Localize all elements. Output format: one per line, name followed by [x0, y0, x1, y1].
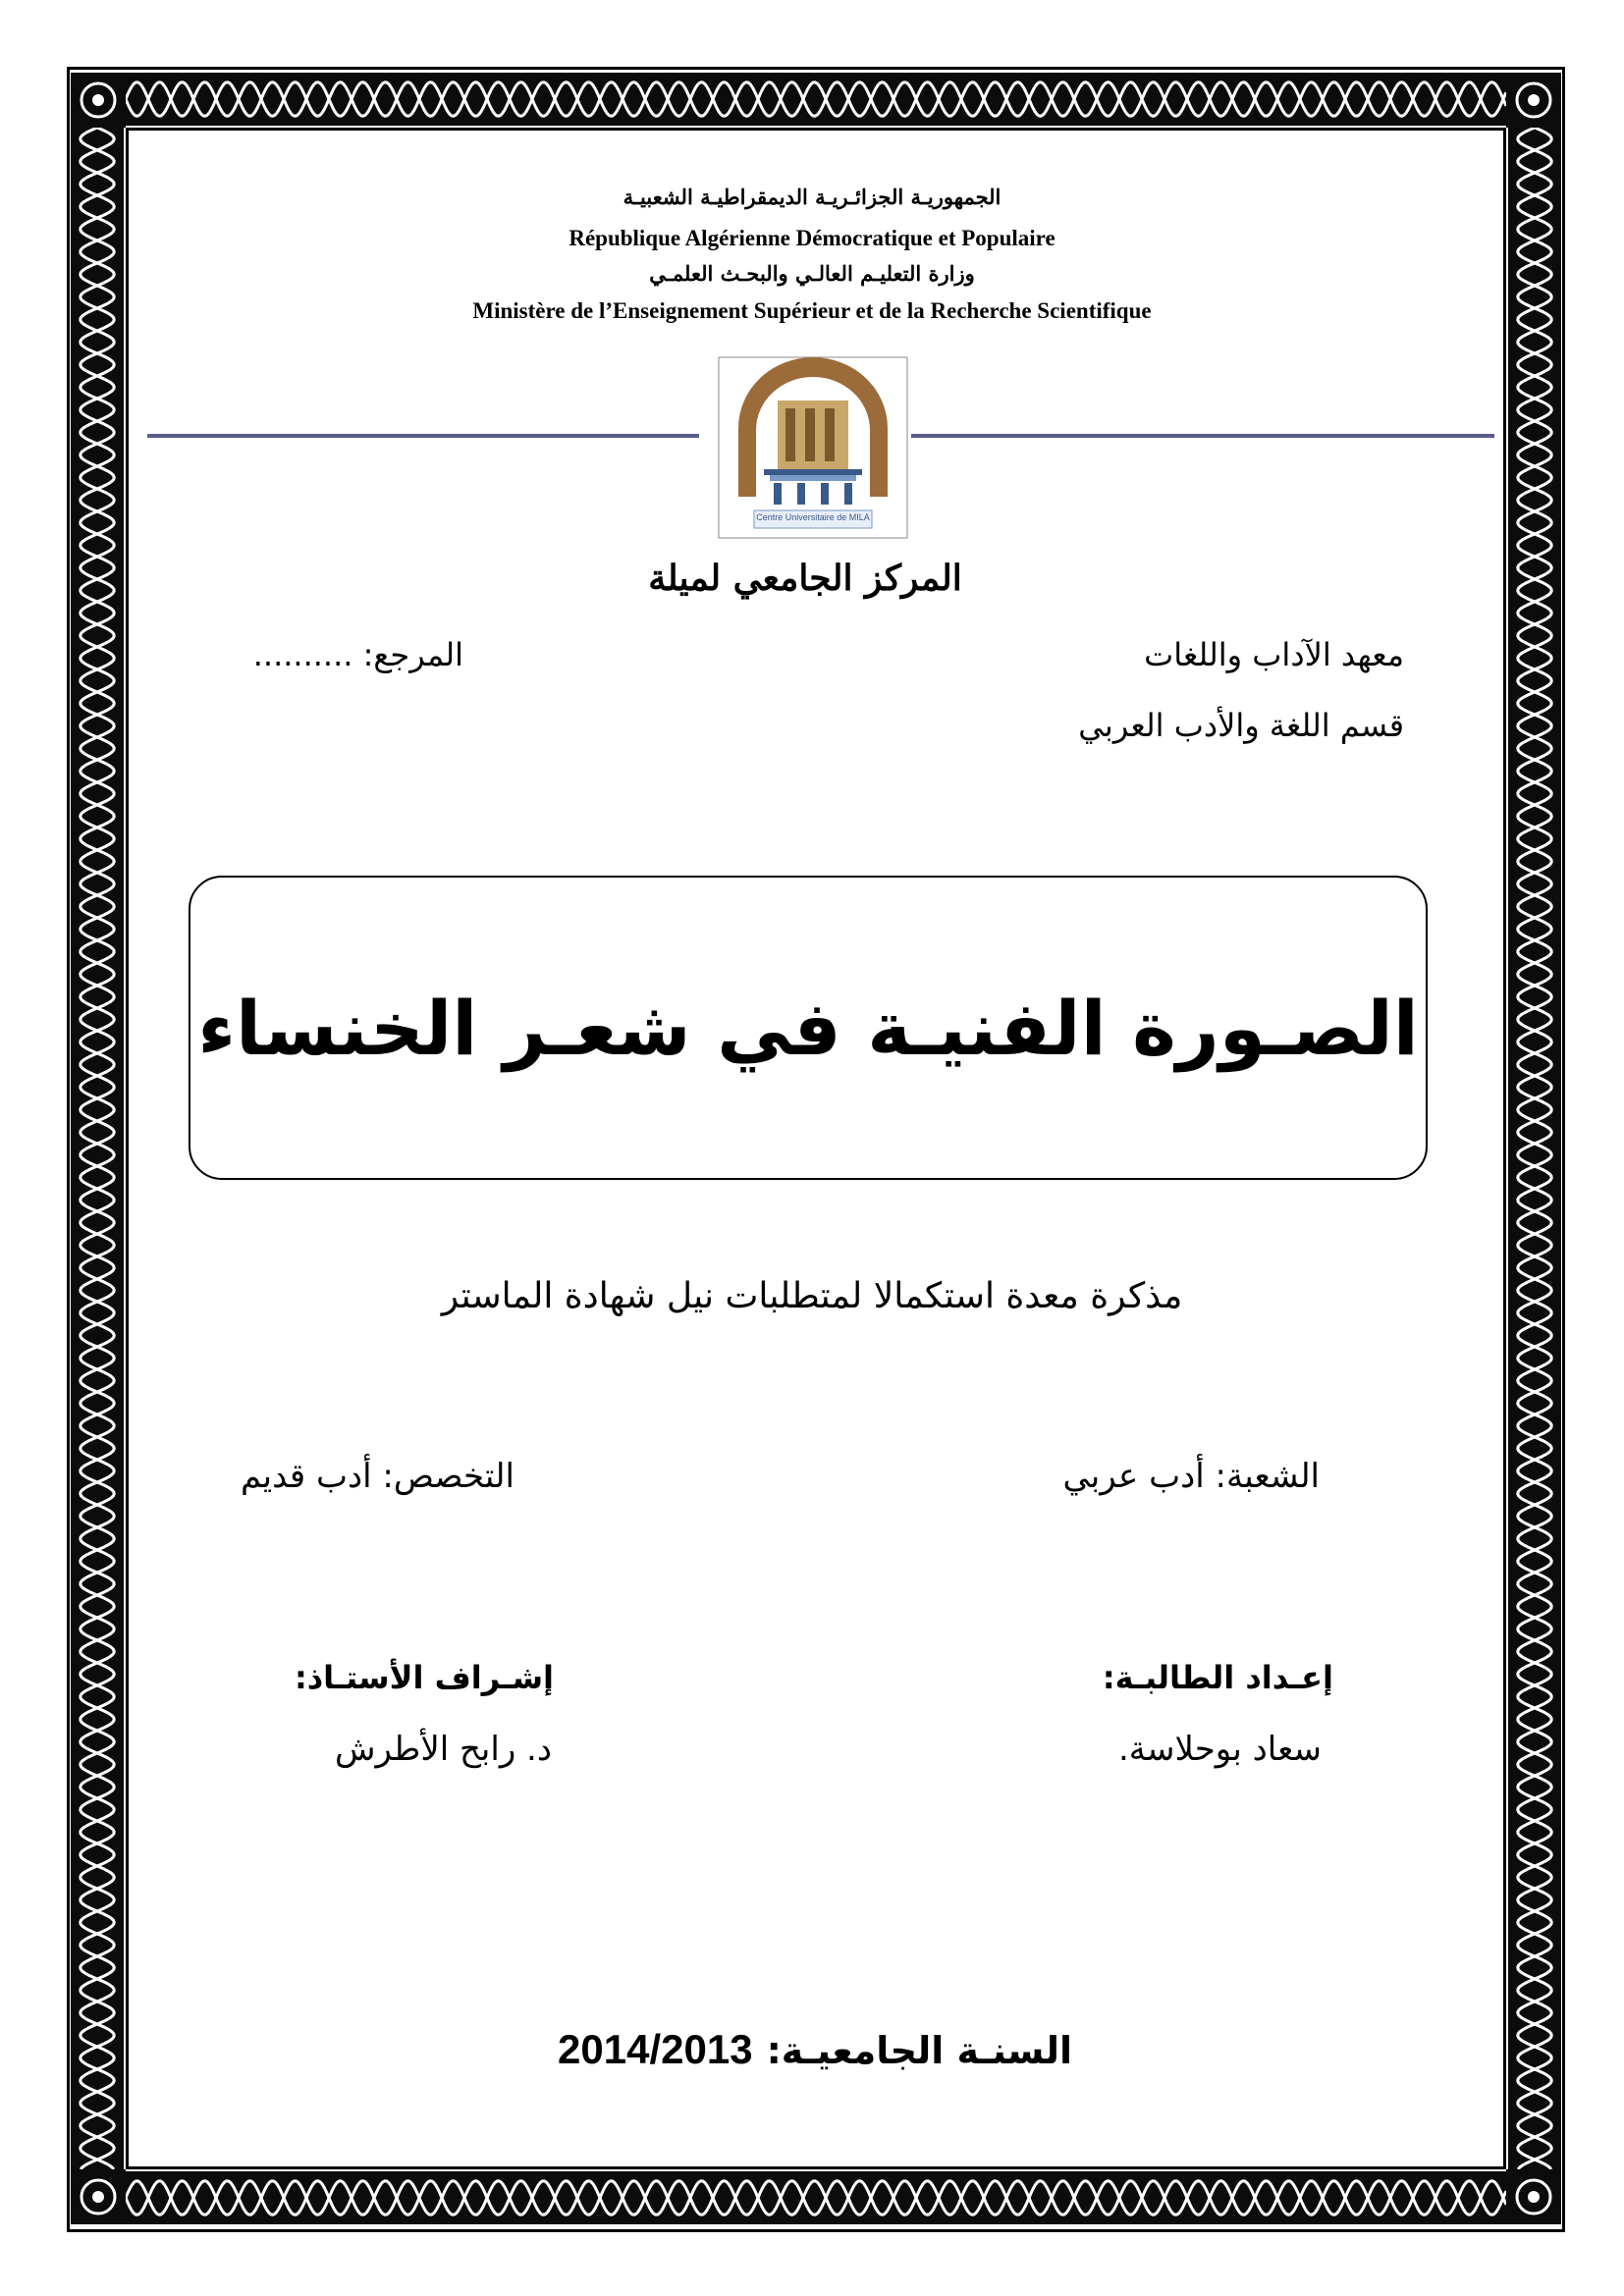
corner-ornament-icon [1506, 73, 1561, 128]
department-name: قسم اللغة والأدب العربي [1078, 707, 1404, 744]
border-band-right [1508, 128, 1561, 2169]
logo-caption: Centre Universitaire de MILA [756, 512, 870, 522]
corner-ornament-icon [71, 73, 126, 128]
university-logo [715, 349, 911, 542]
header-rule-right [911, 434, 1494, 438]
ministry-arabic: وزارة التعليـم العالـي والبحـث العلمـي [649, 261, 975, 286]
supervisor-name: د. رابح الأطرش [335, 1730, 552, 1769]
center-name: المركز الجامعي لميلة [648, 558, 962, 599]
academic-year-value: 2014/2013 [558, 2026, 753, 2072]
academic-year-label: السنـة الجامعيـة: [766, 2029, 1072, 2072]
ministry-french: Ministère de l’Enseignement Supérieur et de la Recherche Scientifique [472, 298, 1152, 323]
border-band-top [126, 73, 1506, 126]
thesis-title: الصـورة الفنيـة في شعـر الخنساء [197, 984, 1419, 1072]
branch-field: الشعبة: أدب عربي [1062, 1457, 1320, 1496]
supervisor-label: إشـراف الأستـاذ: [294, 1659, 554, 1696]
border-band-bottom [126, 2171, 1506, 2224]
specialty-field: التخصص: أدب قديم [240, 1457, 514, 1496]
institute-name: معهد الآداب واللغات [1144, 636, 1404, 673]
title-box [189, 876, 1428, 1180]
student-name: سعاد بوحلاسة. [1117, 1730, 1322, 1769]
header-rule-left [147, 434, 699, 438]
republic-french: République Algérienne Démocratique et Populaire [568, 226, 1056, 250]
academic-year [520, 2026, 1110, 2073]
student-label: إعـداد الطالبـة: [1102, 1659, 1333, 1696]
border-band-left [71, 128, 124, 2169]
corner-ornament-icon [71, 2169, 126, 2224]
thesis-subtitle: مذكرة معدة استكمالا لمتطلبات نيل شهادة الماستر [441, 1276, 1183, 1316]
corner-ornament-icon [1506, 2169, 1561, 2224]
reference-field: المرجع: .......... [252, 636, 463, 673]
republic-arabic: الجمهوريـة الجزائـريـة الديمقراطيـة الشعبيـة [623, 185, 1001, 209]
